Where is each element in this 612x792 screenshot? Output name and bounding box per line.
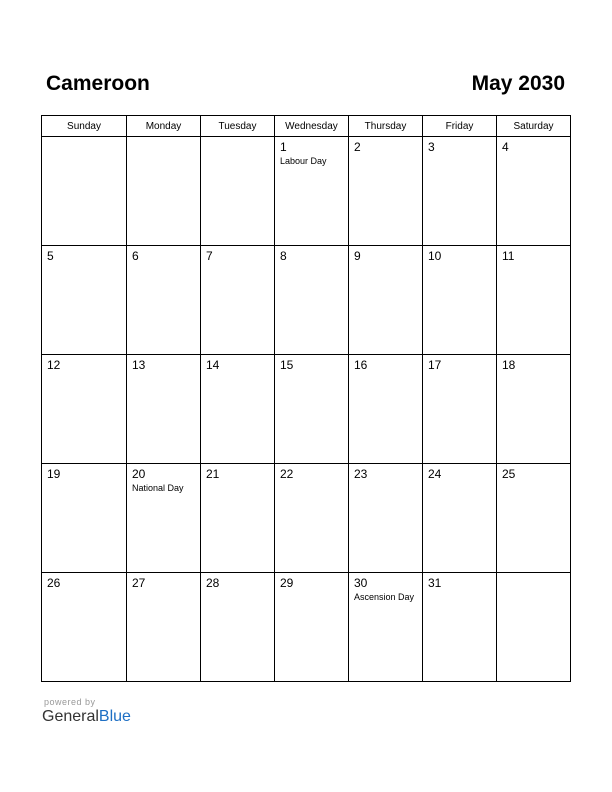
generalblue-logo — [42, 708, 131, 726]
day-cell — [497, 355, 571, 464]
day-number: 20 — [132, 467, 146, 481]
day-cell — [349, 246, 423, 355]
day-number: 4 — [502, 140, 509, 154]
weekday-monday: Monday — [127, 116, 201, 137]
day-cell — [275, 355, 349, 464]
week-row — [42, 573, 571, 682]
day-cell — [349, 137, 423, 246]
day-number: 25 — [502, 467, 516, 481]
day-cell — [201, 573, 275, 682]
week-row — [42, 246, 571, 355]
day-number: 17 — [428, 358, 442, 372]
weekday-tuesday: Tuesday — [201, 116, 275, 137]
day-cell — [42, 355, 127, 464]
day-number: 14 — [206, 358, 220, 372]
day-cell — [42, 137, 127, 246]
powered-by-text: powered by — [44, 697, 96, 707]
day-cell — [497, 464, 571, 573]
day-number: 31 — [428, 576, 442, 590]
weekday-sunday: Sunday — [42, 116, 127, 137]
day-cell — [497, 573, 571, 682]
day-number: 13 — [132, 358, 146, 372]
day-cell — [349, 573, 423, 682]
holiday-label: Labour Day — [280, 156, 327, 166]
day-number: 7 — [206, 249, 213, 263]
day-cell — [127, 464, 201, 573]
day-cell — [423, 137, 497, 246]
logo-blue: Blue — [98, 708, 131, 725]
day-number: 3 — [428, 140, 435, 154]
day-cell — [127, 137, 201, 246]
weekday-saturday: Saturday — [497, 116, 571, 137]
day-cell — [127, 246, 201, 355]
day-number: 23 — [354, 467, 368, 481]
day-cell — [275, 137, 349, 246]
day-cell — [127, 573, 201, 682]
day-cell — [201, 464, 275, 573]
country-title: Cameroon — [46, 72, 150, 95]
day-number: 16 — [354, 358, 368, 372]
day-cell — [42, 573, 127, 682]
day-number: 26 — [47, 576, 61, 590]
day-number: 27 — [132, 576, 146, 590]
holiday-label: National Day — [132, 483, 184, 493]
weekday-header-row — [42, 116, 571, 137]
day-number: 24 — [428, 467, 442, 481]
day-cell — [275, 464, 349, 573]
week-row — [42, 464, 571, 573]
day-number: 2 — [354, 140, 361, 154]
weekday-friday: Friday — [423, 116, 497, 137]
day-number: 22 — [280, 467, 294, 481]
day-number: 29 — [280, 576, 294, 590]
week-row — [42, 137, 571, 246]
day-cell — [423, 355, 497, 464]
day-number: 9 — [354, 249, 361, 263]
day-cell — [423, 464, 497, 573]
day-cell — [201, 355, 275, 464]
logo-general: General — [42, 708, 99, 725]
day-number: 11 — [502, 249, 515, 263]
month-year-title: May 2030 — [471, 72, 565, 95]
day-cell — [42, 464, 127, 573]
day-cell — [42, 246, 127, 355]
day-cell — [349, 355, 423, 464]
day-cell — [349, 464, 423, 573]
week-row — [42, 355, 571, 464]
day-number: 19 — [47, 467, 61, 481]
day-cell — [497, 137, 571, 246]
weekday-thursday: Thursday — [349, 116, 423, 137]
day-number: 6 — [132, 249, 139, 263]
day-number: 28 — [206, 576, 220, 590]
day-number: 8 — [280, 249, 287, 263]
day-number: 18 — [502, 358, 516, 372]
holiday-label: Ascension Day — [354, 592, 415, 602]
day-cell — [201, 246, 275, 355]
day-cell — [127, 355, 201, 464]
weekday-wednesday: Wednesday — [275, 116, 349, 137]
day-cell — [275, 246, 349, 355]
day-number: 1 — [280, 140, 287, 154]
day-number: 30 — [354, 576, 368, 590]
day-cell — [201, 137, 275, 246]
day-cell — [275, 573, 349, 682]
day-number: 21 — [206, 467, 220, 481]
day-cell — [423, 573, 497, 682]
day-cell — [423, 246, 497, 355]
day-number: 5 — [47, 249, 54, 263]
day-number: 12 — [47, 358, 61, 372]
day-number: 10 — [428, 249, 442, 263]
day-number: 15 — [280, 358, 294, 372]
calendar-grid — [41, 115, 571, 682]
day-cell — [497, 246, 571, 355]
